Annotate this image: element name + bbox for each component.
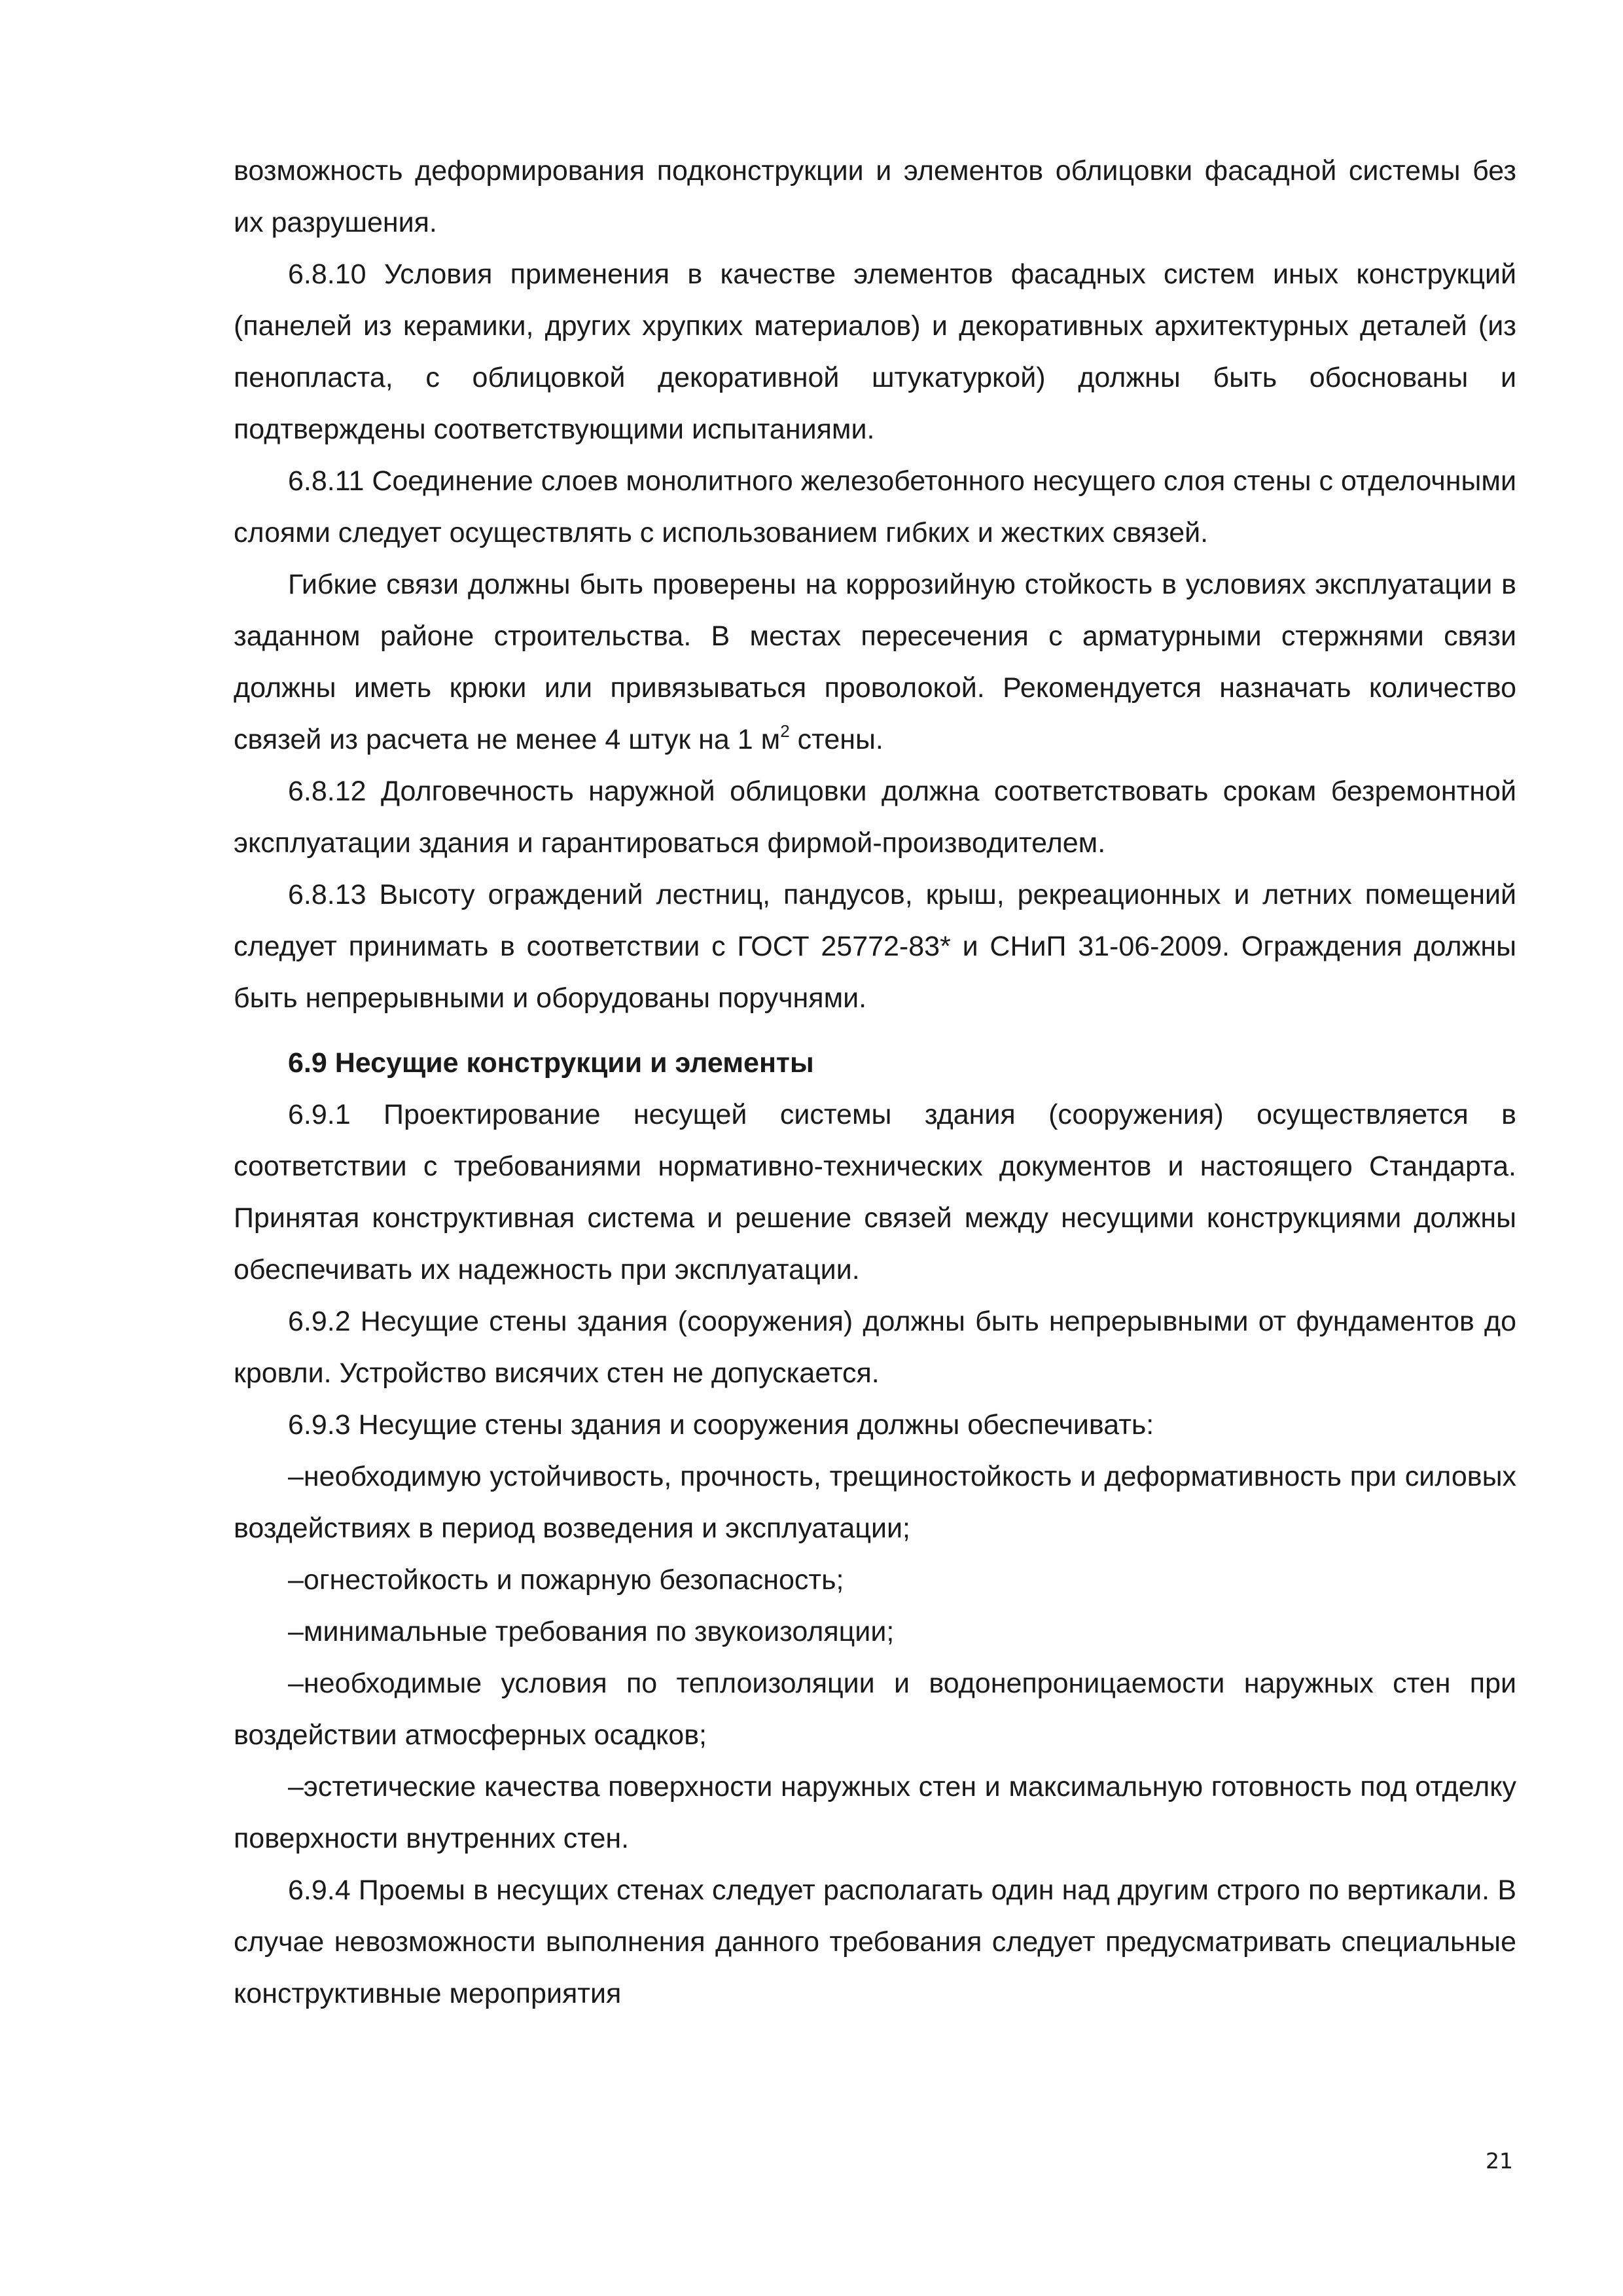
paragraph-6-8-10: 6.8.10 Условия применения в качестве элементов фасадных систем иных конструкций (панелей из керамики, других хрупких материалов) и декоративных архитектурных деталей (из пенопласта, с облицовкой декоративной штукатуркой) должны быть обоснованы и подтверждены соответствующими испытаниями.: [234, 259, 1516, 445]
document-page-body: [234, 145, 1516, 2020]
paragraph-6-8-13: 6.8.13 Высоту ограждений лестниц, пандусов, крыш, рекреационных и летних помещений следует принимать в соответствии с ГОСТ 25772-83* и СНиП 31-06-2009. Ограждения должны быть непрерывными и оборудованы поручнями.: [234, 879, 1516, 1014]
paragraph-continuation: возможность деформирования подконструкции и элементов облицовки фасадной системы без их разрушения.: [234, 155, 1516, 238]
list-item-aesthetics: –эстетические качества поверхности наружных стен и максимальную готовность под отделку поверхности внутренних стен.: [234, 1771, 1516, 1854]
section-heading-6-9: 6.9 Несущие конструкции и элементы: [288, 1047, 814, 1079]
list-item-thermal-insulation: –необходимые условия по теплоизоляции и водонепроницаемости наружных стен при воздействии атмосферных осадков;: [234, 1668, 1516, 1751]
superscript-square: 2: [780, 721, 790, 741]
paragraph-6-8-12: 6.8.12 Долговечность наружной облицовки должна соответствовать срокам безремонтной эксплуатации здания и гарантироваться фирмой-производителем.: [234, 776, 1516, 859]
page-number: 21: [1486, 2148, 1513, 2174]
paragraph-flexible-ties-end: стены.: [789, 724, 883, 755]
list-item-fire-safety: –огнестойкость и пожарную безопасность;: [288, 1564, 844, 1596]
paragraph-6-9-3: 6.9.3 Несущие стены здания и сооружения должны обеспечивать:: [288, 1409, 1154, 1441]
paragraph-flexible-ties-text: Гибкие связи должны быть проверены на коррозийную стойкость в условиях эксплуатации в заданном районе строительства. В местах пересечения с арматурными стержнями связи должны иметь крюки или привязываться проволокой. Рекомендуется назначать количество связей из расчета не менее 4 штук на 1 м: [234, 569, 1516, 755]
paragraph-6-9-1: 6.9.1 Проектирование несущей системы здания (сооружения) осуществляется в соответствии с требованиями нормативно-технических документов и настоящего Стандарта. Принятая конструктивная система и решение связей между несущими конструкциями должны обеспечивать их надежность при эксплуатации.: [234, 1099, 1516, 1285]
list-item-stability: –необходимую устойчивость, прочность, трещиностойкость и деформативность при силовых воздействиях в период возведения и эксплуатации;: [234, 1461, 1516, 1544]
list-item-sound-insulation: –минимальные требования по звукоизоляции;: [288, 1616, 895, 1647]
paragraph-6-9-4: 6.9.4 Проемы в несущих стенах следует располагать один над другим строго по вертикали. В случае невозможности выполнения данного требования следует предусматривать специальные конструктивные мероприятия: [234, 1874, 1516, 2009]
paragraph-6-9-2: 6.9.2 Несущие стены здания (сооружения) должны быть непрерывными от фундаментов до кровли. Устройство висячих стен не допускается.: [234, 1306, 1516, 1389]
paragraph-6-8-11: 6.8.11 Соединение слоев монолитного железобетонного несущего слоя стены с отделочными слоями следует осуществлять с использованием гибких и жестких связей.: [234, 465, 1516, 548]
paragraph-flexible-ties: [234, 559, 1516, 766]
